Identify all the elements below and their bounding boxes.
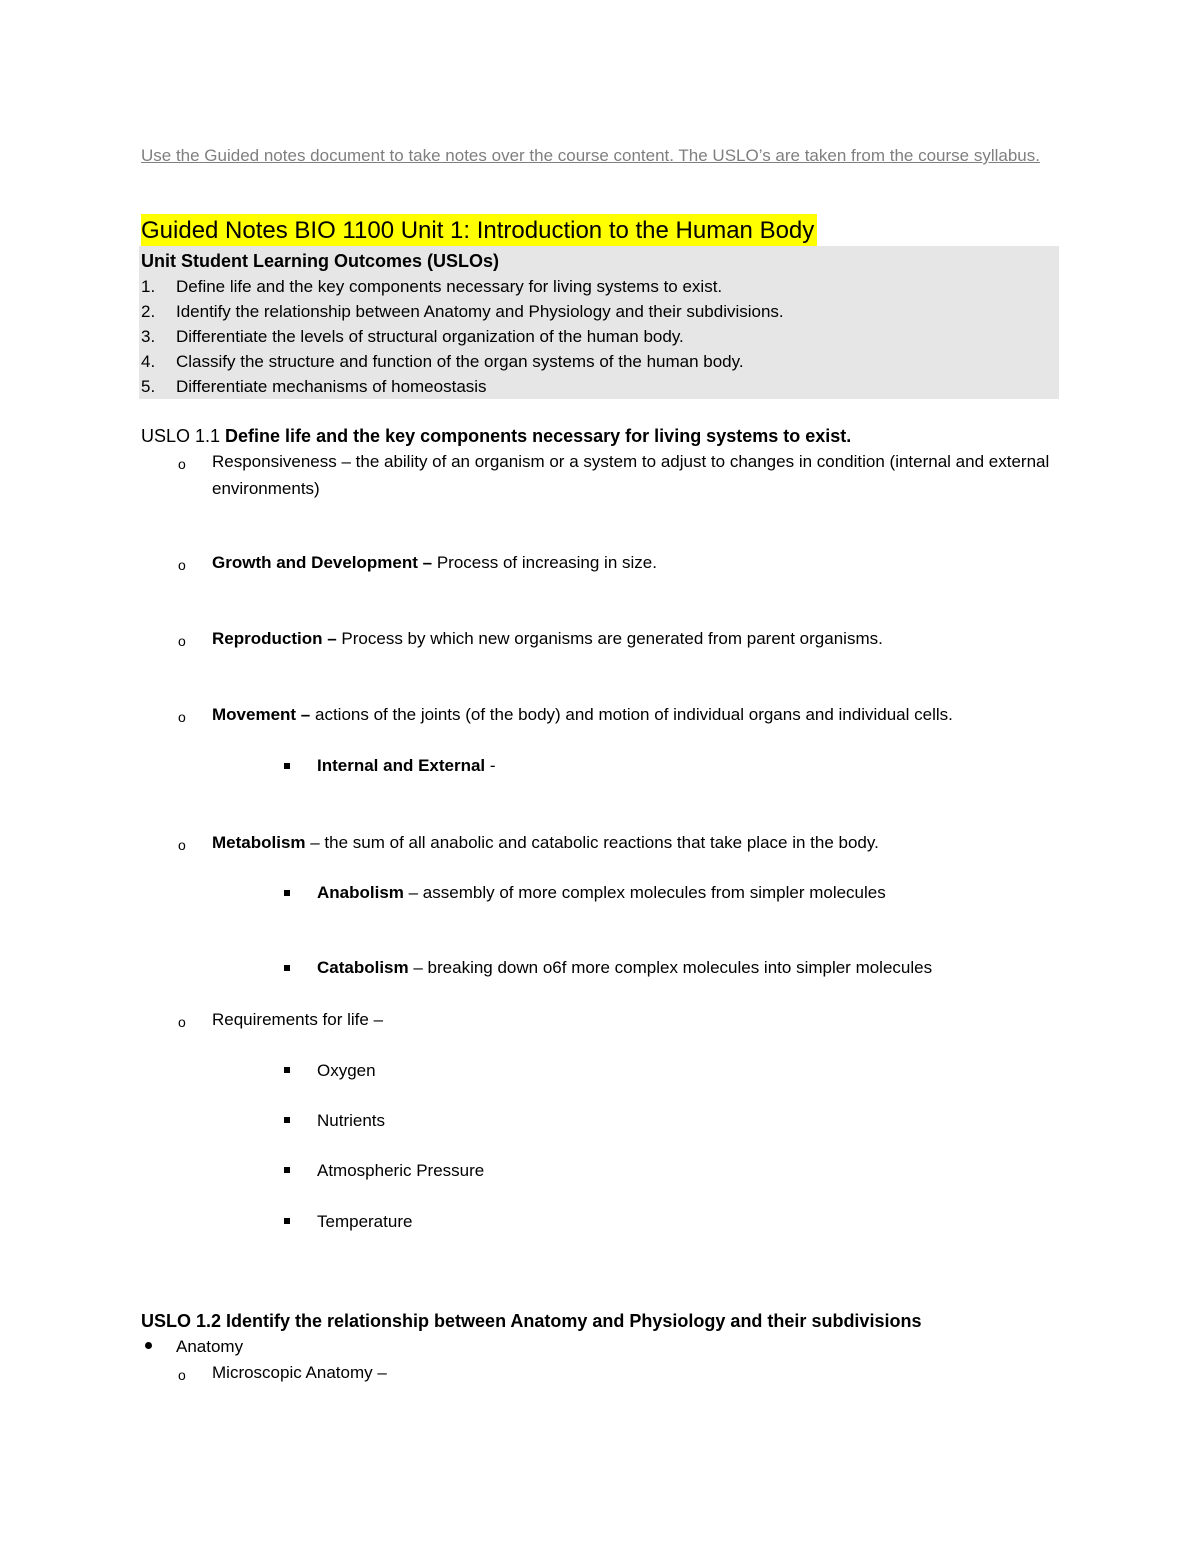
growth-definition: Process of increasing in size. bbox=[436, 553, 657, 572]
circle-bullet-icon: o bbox=[178, 837, 186, 853]
metabolism-item bbox=[212, 833, 879, 853]
requirement-atmospheric-pressure: Atmospheric Pressure bbox=[317, 1161, 485, 1180]
circle-bullet-icon: o bbox=[178, 1367, 186, 1383]
anabolism-definition: – assembly of more complex molecules from simpler molecules bbox=[403, 883, 886, 902]
square-bullet-icon bbox=[284, 890, 290, 896]
outcome-number: 5. bbox=[141, 377, 156, 396]
square-bullet-icon bbox=[284, 1218, 290, 1224]
outcome-number: 2. bbox=[141, 302, 156, 321]
metabolism-term: Metabolism bbox=[212, 833, 306, 852]
square-bullet-icon bbox=[284, 965, 290, 971]
circle-bullet-icon: o bbox=[178, 1014, 186, 1030]
outcome-text: Differentiate the levels of structural organization of the human body. bbox=[176, 327, 684, 346]
uslo-prefix: USLO 1.1 bbox=[141, 426, 226, 446]
circle-bullet-icon: o bbox=[178, 456, 186, 472]
outcome-text: Define life and the key components necessary for living systems to exist. bbox=[176, 277, 723, 296]
anabolism-term: Anabolism bbox=[317, 883, 404, 902]
requirements-item: Requirements for life – bbox=[212, 1010, 384, 1029]
outcome-text: Identify the relationship between Anatomy and Physiology and their subdivisions. bbox=[176, 302, 784, 321]
circle-bullet-icon: o bbox=[178, 709, 186, 725]
requirement-oxygen: Oxygen bbox=[317, 1061, 376, 1080]
catabolism-definition: – breaking down o6f more complex molecules into simpler molecules bbox=[408, 958, 933, 977]
growth-item bbox=[212, 553, 657, 573]
square-bullet-icon bbox=[284, 1067, 290, 1073]
movement-definition: actions of the joints (of the body) and motion of individual organs and individual cells. bbox=[314, 705, 953, 724]
outcomes-heading: Unit Student Learning Outcomes (USLOs) bbox=[141, 251, 500, 271]
outcome-text: Classify the structure and function of the organ systems of the human body. bbox=[176, 352, 744, 371]
microscopic-anatomy-item: Microscopic Anatomy – bbox=[212, 1363, 387, 1382]
requirement-temperature: Temperature bbox=[317, 1212, 413, 1231]
growth-term: Growth and Development – bbox=[212, 553, 437, 572]
outcome-number: 4. bbox=[141, 352, 156, 371]
outcome-number: 1. bbox=[141, 277, 156, 296]
metabolism-definition: – the sum of all anabolic and catabolic reactions that take place in the body. bbox=[305, 833, 879, 852]
internal-external-item bbox=[317, 756, 496, 776]
catabolism-term: Catabolism bbox=[317, 958, 409, 977]
square-bullet-icon bbox=[284, 1117, 290, 1123]
circle-bullet-icon: o bbox=[178, 633, 186, 649]
uslo-1-1-heading bbox=[141, 426, 851, 447]
movement-item bbox=[212, 705, 953, 725]
circle-bullet-icon: o bbox=[178, 557, 186, 573]
anatomy-item: Anatomy bbox=[176, 1337, 244, 1356]
internal-external-definition: - bbox=[485, 756, 496, 775]
reproduction-item bbox=[212, 629, 883, 649]
uslo-1-2-heading: USLO 1.2 Identify the relationship between Anatomy and Physiology and their subdivisions bbox=[141, 1311, 922, 1331]
outcome-text: Differentiate mechanisms of homeostasis bbox=[176, 377, 487, 396]
movement-term: Movement – bbox=[212, 705, 315, 724]
requirement-nutrients: Nutrients bbox=[317, 1111, 386, 1130]
reproduction-term: Reproduction – bbox=[212, 629, 342, 648]
uslo-heading-text: Define life and the key components necessary for living systems to exist. bbox=[225, 426, 852, 446]
square-bullet-icon bbox=[284, 763, 290, 769]
internal-external-term: Internal and External bbox=[317, 756, 486, 775]
intro-note: Use the Guided notes document to take notes over the course content. The USLO’s are taken from the course syllabus. bbox=[141, 146, 1040, 165]
outcome-number: 3. bbox=[141, 327, 156, 346]
page-title: Guided Notes BIO 1100 Unit 1: Introduction to the Human Body bbox=[141, 214, 817, 247]
responsiveness-item: Responsiveness – the ability of an organism or a system to adjust to changes in condition (internal and external environments) bbox=[212, 452, 1050, 498]
square-bullet-icon bbox=[284, 1167, 290, 1173]
catabolism-item bbox=[317, 958, 932, 978]
reproduction-definition: Process by which new organisms are generated from parent organisms. bbox=[341, 629, 883, 648]
anabolism-item bbox=[317, 883, 886, 903]
disc-bullet-icon bbox=[145, 1342, 152, 1349]
